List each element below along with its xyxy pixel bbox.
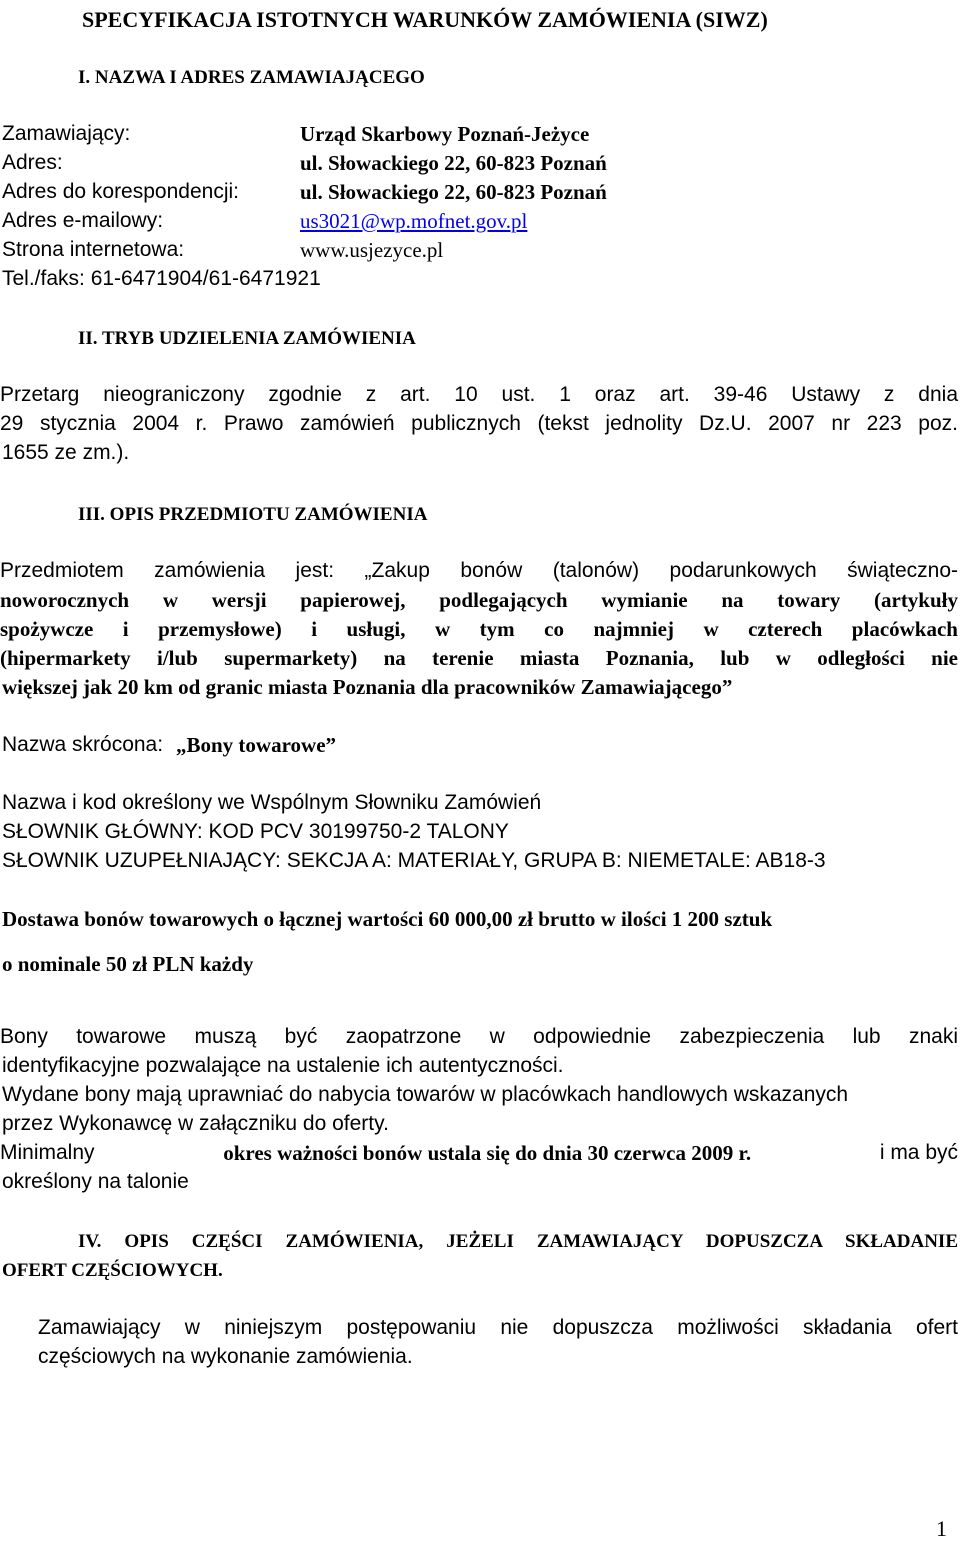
subject-line: spożywcze i przemysłowe) i usługi, w tym co najmniej w czterech placówkach bbox=[0, 617, 958, 641]
field-value-korespondencja: ul. Słowackiego 22, 60-823 Poznań bbox=[300, 180, 607, 204]
section-2-heading: II. TRYB UDZIELENIA ZAMÓWIENIA bbox=[78, 328, 416, 349]
field-label-email: Adres e-mailowy: bbox=[2, 209, 164, 232]
subject-line: noworocznych w wersji papierowej, podlegających wymianie na towary (artykuły bbox=[0, 588, 958, 612]
delivery-line: o nominale 50 zł PLN każdy bbox=[2, 952, 254, 976]
cpv-supplementary-dictionary: SŁOWNIK UZUPEŁNIAJĄCY: SEKCJA A: MATERIAŁY, GRUPA B: NIEMETALE: AB18-3 bbox=[2, 849, 826, 872]
phone-fax: Tel./faks: 61-6471904/61-6471921 bbox=[2, 267, 321, 290]
subject-line: Przedmiotem zamówienia jest: „Zakup bonów (talonów) podarunkowych świąteczno- bbox=[0, 559, 958, 582]
section-4-heading-continued: OFERT CZĘŚCIOWYCH. bbox=[2, 1260, 223, 1281]
usage-paragraph-line: przez Wykonawcę w załączniku do oferty. bbox=[2, 1112, 389, 1135]
section-2-text-line: 1655 ze zm.). bbox=[2, 441, 130, 464]
short-name-label: Nazwa skrócona: bbox=[2, 733, 164, 756]
section-3-heading: III. OPIS PRZEDMIOTU ZAMÓWIENIA bbox=[78, 504, 428, 525]
website-value: www.usjezyce.pl bbox=[300, 238, 444, 262]
field-value-zamawiajacy: Urząd Skarbowy Poznań-Jeżyce bbox=[300, 122, 590, 146]
section-4-text-line: Zamawiający w niniejszym postępowaniu nie dopuszcza możliwości składania ofert bbox=[38, 1316, 958, 1339]
field-label-website: Strona internetowa: bbox=[2, 238, 185, 261]
document-title: SPECYFIKACJA ISTOTNYCH WARUNKÓW ZAMÓWIENIA (SIWZ) bbox=[82, 7, 768, 32]
subject-line: (hipermarkety i/lub supermarkety) na terenie miasta Poznania, lub w odległości nie bbox=[0, 646, 958, 670]
field-label-zamawiajacy: Zamawiający: bbox=[2, 122, 131, 145]
validity-paragraph-line: określony na talonie bbox=[2, 1170, 189, 1193]
security-paragraph-line: identyfikacyjne pozwalające na ustalenie ich autentyczności. bbox=[2, 1054, 564, 1077]
cpv-main-dictionary: SŁOWNIK GŁÓWNY: KOD PCV 30199750-2 TALONY bbox=[2, 820, 509, 843]
section-4-heading: IV. OPIS CZĘŚCI ZAMÓWIENIA, JEŻELI ZAMAWIAJĄCY DOPUSZCZA SKŁADANIE bbox=[78, 1231, 958, 1252]
page-number: 1 bbox=[936, 1516, 947, 1541]
section-4-text-line: częściowych na wykonanie zamówienia. bbox=[38, 1345, 413, 1368]
usage-paragraph-line: Wydane bony mają uprawniać do nabycia towarów w placówkach handlowych wskazanych bbox=[2, 1083, 849, 1106]
security-paragraph-line: Bony towarowe muszą być zaopatrzone w odpowiednie zabezpieczenia lub znaki bbox=[0, 1025, 958, 1048]
validity-suffix: i ma być bbox=[879, 1141, 958, 1164]
field-label-adres: Adres: bbox=[2, 151, 63, 174]
section-1-heading: I. NAZWA I ADRES ZAMAWIAJĄCEGO bbox=[78, 67, 425, 88]
validity-paragraph-line bbox=[0, 1141, 958, 1165]
validity-prefix: Minimalny bbox=[0, 1141, 95, 1164]
field-label-korespondencja: Adres do korespondencji: bbox=[2, 180, 239, 203]
section-2-text-line: Przetarg nieograniczony zgodnie z art. 10 ust. 1 oraz art. 39-46 Ustawy z dnia bbox=[0, 383, 958, 406]
short-name-value: „Bony towarowe” bbox=[176, 733, 337, 757]
section-2-text-line: 29 stycznia 2004 r. Prawo zamówień publicznych (tekst jednolity Dz.U. 2007 nr 223 poz. bbox=[0, 412, 958, 435]
field-value-adres: ul. Słowackiego 22, 60-823 Poznań bbox=[300, 151, 607, 175]
validity-bold: okres ważności bonów ustala się do dnia 30 czerwca 2009 r. bbox=[223, 1141, 752, 1165]
delivery-line: Dostawa bonów towarowych o łącznej wartości 60 000,00 zł brutto w ilości 1 200 sztuk bbox=[2, 907, 773, 931]
subject-line: większej jak 20 km od granic miasta Poznania dla pracowników Zamawiającego” bbox=[2, 675, 733, 699]
cpv-intro: Nazwa i kod określony we Wspólnym Słowniku Zamówień bbox=[2, 791, 542, 814]
email-link[interactable]: us3021@wp.mofnet.gov.pl bbox=[300, 209, 528, 233]
